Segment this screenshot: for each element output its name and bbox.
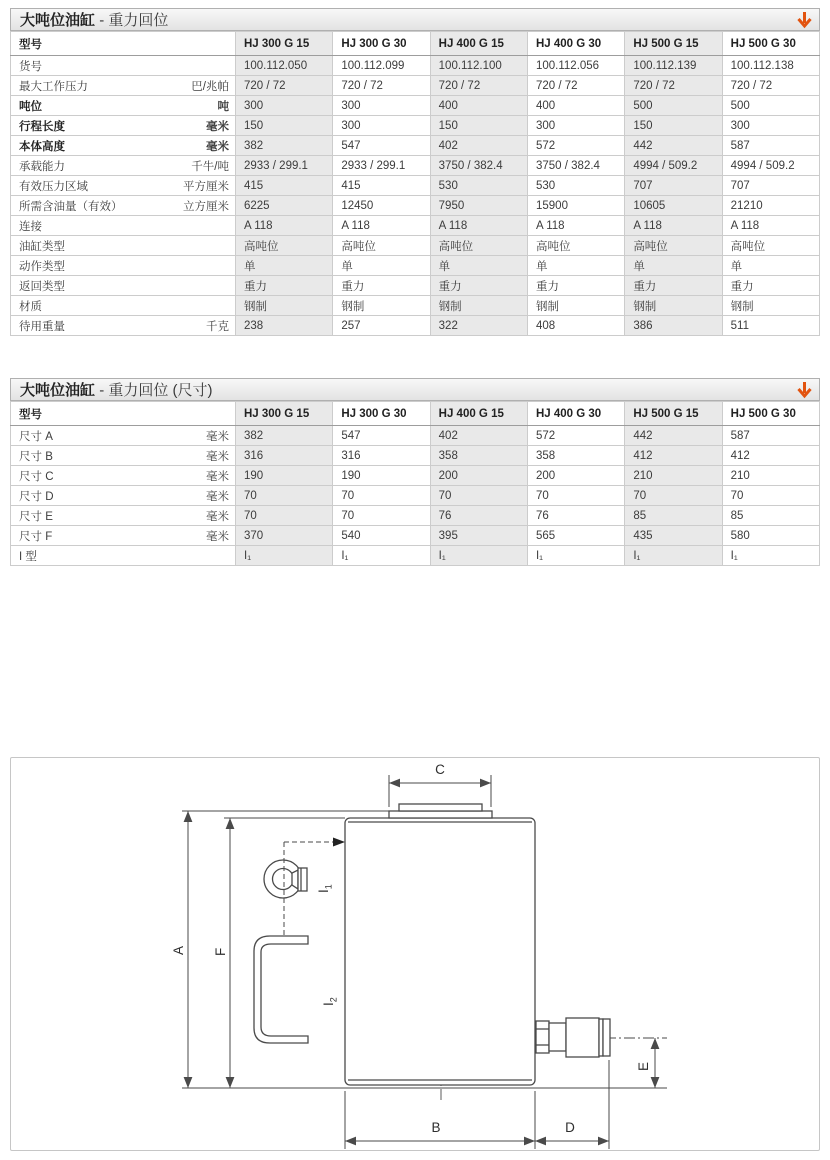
row-label-cell [11,546,236,566]
row-label: 所需含油量（有效） [19,200,123,213]
value-cell: 76 [430,506,527,526]
value-cell: 高吨位 [722,236,819,256]
cylinder-technical-drawing [11,758,819,1150]
value-cell: 70 [430,486,527,506]
table-row [11,156,820,176]
technical-drawing-panel [10,757,820,1151]
dim-c-label: C [435,762,445,777]
value-cell: 单 [236,256,333,276]
value-cell: 7950 [430,196,527,216]
value-cell: 4994 / 509.2 [625,156,722,176]
handle-icon [254,936,308,1043]
column-header: HJ 400 G 15 [430,32,527,56]
value-cell: 高吨位 [333,236,430,256]
download-arrow-icon[interactable] [796,381,813,399]
row-unit: 平方厘米 [183,180,229,193]
table-row [11,316,820,336]
table-row [11,526,820,546]
row-unit: 巴/兆帕 [191,80,229,93]
value-cell: 85 [722,506,819,526]
value-cell: 358 [430,446,527,466]
corner-header: 型号 [11,402,236,426]
value-cell: I₁ [722,546,819,566]
row-unit: 毫米 [206,510,229,523]
value-cell: 720 / 72 [722,76,819,96]
value-cell: 3750 / 382.4 [430,156,527,176]
value-cell: 钢制 [527,296,624,316]
value-cell: 316 [236,446,333,466]
value-cell: 高吨位 [527,236,624,256]
row-label-cell [11,466,236,486]
column-header: HJ 500 G 30 [722,32,819,56]
spec-table-panel-dimensions [10,378,820,566]
panel-title-bar [10,8,820,31]
dimension-c [389,762,491,807]
i1-label: $I_1$ [316,884,334,893]
value-cell: 单 [625,256,722,276]
value-cell: 2933 / 299.1 [333,156,430,176]
value-cell: 412 [722,446,819,466]
row-label: 尺寸 E [19,510,53,523]
value-cell: 100.112.138 [722,56,819,76]
row-label-cell [11,56,236,76]
value-cell: 316 [333,446,430,466]
value-cell: 85 [625,506,722,526]
table-row [11,96,820,116]
row-label: 尺寸 F [19,530,53,543]
value-cell: 402 [430,426,527,446]
value-cell: 钢制 [236,296,333,316]
value-cell: 322 [430,316,527,336]
panel-title [20,379,796,400]
value-cell: 重力 [236,276,333,296]
value-cell: I₁ [430,546,527,566]
value-cell: 415 [333,176,430,196]
value-cell: 500 [625,96,722,116]
value-cell: 720 / 72 [430,76,527,96]
value-cell: A 118 [430,216,527,236]
value-cell: 720 / 72 [333,76,430,96]
value-cell: 442 [625,136,722,156]
panel-title-main: 大吨位油缸 [20,382,96,399]
row-unit: 立方厘米 [183,200,229,213]
panel-title-main: 大吨位油缸 [20,12,96,29]
dim-a-label: A [171,945,186,955]
value-cell: A 118 [527,216,624,236]
value-cell: 150 [236,116,333,136]
value-cell: 单 [722,256,819,276]
value-cell: 单 [333,256,430,276]
table-row [11,546,820,566]
table-row [11,116,820,136]
row-label: 连接 [19,220,42,233]
value-cell: 15900 [527,196,624,216]
value-cell: 210 [722,466,819,486]
table-row [11,466,820,486]
row-label: 材质 [19,300,42,313]
panel-title-sub: - 重力回位 [99,12,169,29]
row-unit: 千克 [206,320,229,333]
column-header: HJ 400 G 15 [430,402,527,426]
value-cell: 530 [527,176,624,196]
value-cell: 10605 [625,196,722,216]
row-label-cell [11,176,236,196]
row-label-cell [11,276,236,296]
column-header: HJ 500 G 15 [625,402,722,426]
value-cell: 720 / 72 [527,76,624,96]
i2-label: $I_2$ [321,997,339,1006]
value-cell: 412 [625,446,722,466]
row-unit: 毫米 [206,450,229,463]
value-cell: 100.112.100 [430,56,527,76]
row-label-cell [11,446,236,466]
value-cell: I₁ [333,546,430,566]
row-label-cell [11,486,236,506]
value-cell: 238 [236,316,333,336]
download-arrow-icon[interactable] [796,11,813,29]
panel-title [20,9,796,30]
dim-e-label: E [636,1061,651,1071]
row-label: I 型 [19,550,37,563]
table-row [11,256,820,276]
table-row [11,506,820,526]
table-row [11,236,820,256]
table-row [11,446,820,466]
value-cell: 408 [527,316,624,336]
row-label-cell [11,76,236,96]
value-cell: 300 [236,96,333,116]
row-label-cell [11,136,236,156]
value-cell: 386 [625,316,722,336]
column-header: HJ 300 G 30 [333,32,430,56]
value-cell: A 118 [722,216,819,236]
value-cell: 70 [527,486,624,506]
column-header: HJ 500 G 30 [722,402,819,426]
value-cell: A 118 [625,216,722,236]
table-row [11,486,820,506]
value-cell: 300 [527,116,624,136]
corner-header: 型号 [11,32,236,56]
value-cell: 70 [722,486,819,506]
value-cell: 重力 [625,276,722,296]
value-cell: 高吨位 [430,236,527,256]
row-label: 有效压力区域 [19,180,88,193]
row-label: 尺寸 A [19,430,53,443]
row-label-cell [11,116,236,136]
value-cell: 587 [722,426,819,446]
dim-f-label: F [213,947,228,956]
row-label-cell [11,96,236,116]
value-cell: 76 [527,506,624,526]
row-label: 返回类型 [19,280,65,293]
row-unit: 毫米 [206,140,229,153]
value-cell: 钢制 [430,296,527,316]
dim-d-label: D [565,1120,575,1135]
row-label-cell [11,236,236,256]
value-cell: 单 [430,256,527,276]
eyebolt-icon [264,860,307,898]
value-cell: 540 [333,526,430,546]
row-label: 待用重量 [19,320,65,333]
row-label-cell [11,196,236,216]
row-unit: 毫米 [206,490,229,503]
value-cell: 572 [527,136,624,156]
value-cell: 300 [333,116,430,136]
value-cell: 500 [722,96,819,116]
row-label-cell [11,526,236,546]
row-label: 尺寸 B [19,450,53,463]
value-cell: 400 [430,96,527,116]
table-row [11,56,820,76]
saddle [389,804,492,818]
value-cell: 重力 [722,276,819,296]
value-cell: 547 [333,426,430,446]
row-label: 行程长度 [19,120,65,133]
value-cell: 435 [625,526,722,546]
value-cell: 高吨位 [236,236,333,256]
value-cell: 382 [236,136,333,156]
table-row [11,76,820,96]
column-header: HJ 300 G 15 [236,32,333,56]
value-cell: 150 [430,116,527,136]
value-cell: 402 [430,136,527,156]
row-unit: 毫米 [206,120,229,133]
value-cell: 钢制 [625,296,722,316]
value-cell: 395 [430,526,527,546]
column-header: HJ 400 G 30 [527,32,624,56]
value-cell: 高吨位 [625,236,722,256]
panel-title-sub: - 重力回位 (尺寸) [99,382,213,399]
value-cell: 150 [625,116,722,136]
value-cell: 3750 / 382.4 [527,156,624,176]
value-cell: 300 [333,96,430,116]
value-cell: 190 [333,466,430,486]
value-cell: 442 [625,426,722,446]
value-cell: 70 [236,506,333,526]
table-row [11,136,820,156]
value-cell: 70 [333,486,430,506]
value-cell: 565 [527,526,624,546]
table-row [11,176,820,196]
value-cell: 572 [527,426,624,446]
value-cell: 70 [236,486,333,506]
value-cell: 6225 [236,196,333,216]
dimension-e [636,1038,655,1088]
spec-table-panel-gravity-return [10,8,820,336]
coupler-fitting [536,1018,610,1057]
value-cell: 21210 [722,196,819,216]
column-header: HJ 400 G 30 [527,402,624,426]
row-label-cell [11,296,236,316]
dim-b-label: B [431,1120,441,1135]
value-cell: 100.112.139 [625,56,722,76]
table-row [11,296,820,316]
row-unit: 毫米 [206,430,229,443]
value-cell: 12450 [333,196,430,216]
value-cell: 400 [527,96,624,116]
value-cell: 580 [722,526,819,546]
panel-title-bar [10,378,820,401]
row-label: 最大工作压力 [19,80,88,93]
cylinder-body [345,818,535,1085]
value-cell: 100.112.099 [333,56,430,76]
value-cell: 70 [625,486,722,506]
value-cell: 4994 / 509.2 [722,156,819,176]
row-unit: 毫米 [206,470,229,483]
row-label: 吨位 [19,100,42,113]
value-cell: 587 [722,136,819,156]
row-unit: 千牛/吨 [191,160,229,173]
value-cell: 382 [236,426,333,446]
value-cell: 70 [333,506,430,526]
value-cell: 720 / 72 [625,76,722,96]
value-cell: 2933 / 299.1 [236,156,333,176]
value-cell: 200 [527,466,624,486]
value-cell: A 118 [236,216,333,236]
row-label: 货号 [19,60,42,73]
value-cell: 重力 [333,276,430,296]
value-cell: I₁ [236,546,333,566]
value-cell: 单 [527,256,624,276]
table-row [11,276,820,296]
column-header: HJ 300 G 15 [236,402,333,426]
value-cell: 707 [722,176,819,196]
row-label-cell [11,156,236,176]
table-row [11,426,820,446]
value-cell: 190 [236,466,333,486]
row-label-cell [11,216,236,236]
value-cell: A 118 [333,216,430,236]
value-cell: 720 / 72 [236,76,333,96]
value-cell: 重力 [527,276,624,296]
value-cell: 钢制 [722,296,819,316]
value-cell: 100.112.056 [527,56,624,76]
column-header: HJ 300 G 30 [333,402,430,426]
row-label-cell [11,506,236,526]
spec-table [10,401,820,566]
row-label-cell [11,256,236,276]
row-label: 油缸类型 [19,240,65,253]
value-cell: 100.112.050 [236,56,333,76]
value-cell: 200 [430,466,527,486]
value-cell: 重力 [430,276,527,296]
value-cell: I₁ [527,546,624,566]
row-label-cell [11,316,236,336]
row-unit: 吨 [217,100,229,113]
value-cell: 300 [722,116,819,136]
row-label: 动作类型 [19,260,65,273]
dimension-f [213,818,345,1088]
row-label: 本体高度 [19,140,65,153]
row-unit: 毫米 [206,530,229,543]
row-label: 尺寸 D [19,490,54,503]
value-cell: 358 [527,446,624,466]
value-cell: I₁ [625,546,722,566]
value-cell: 530 [430,176,527,196]
row-label-cell [11,426,236,446]
value-cell: 257 [333,316,430,336]
value-cell: 210 [625,466,722,486]
table-row [11,216,820,236]
spec-table [10,31,820,336]
value-cell: 511 [722,316,819,336]
row-label: 尺寸 C [19,470,54,483]
value-cell: 钢制 [333,296,430,316]
value-cell: 707 [625,176,722,196]
value-cell: 370 [236,526,333,546]
row-label: 承载能力 [19,160,65,173]
column-header: HJ 500 G 15 [625,32,722,56]
table-row [11,196,820,216]
value-cell: 547 [333,136,430,156]
value-cell: 415 [236,176,333,196]
